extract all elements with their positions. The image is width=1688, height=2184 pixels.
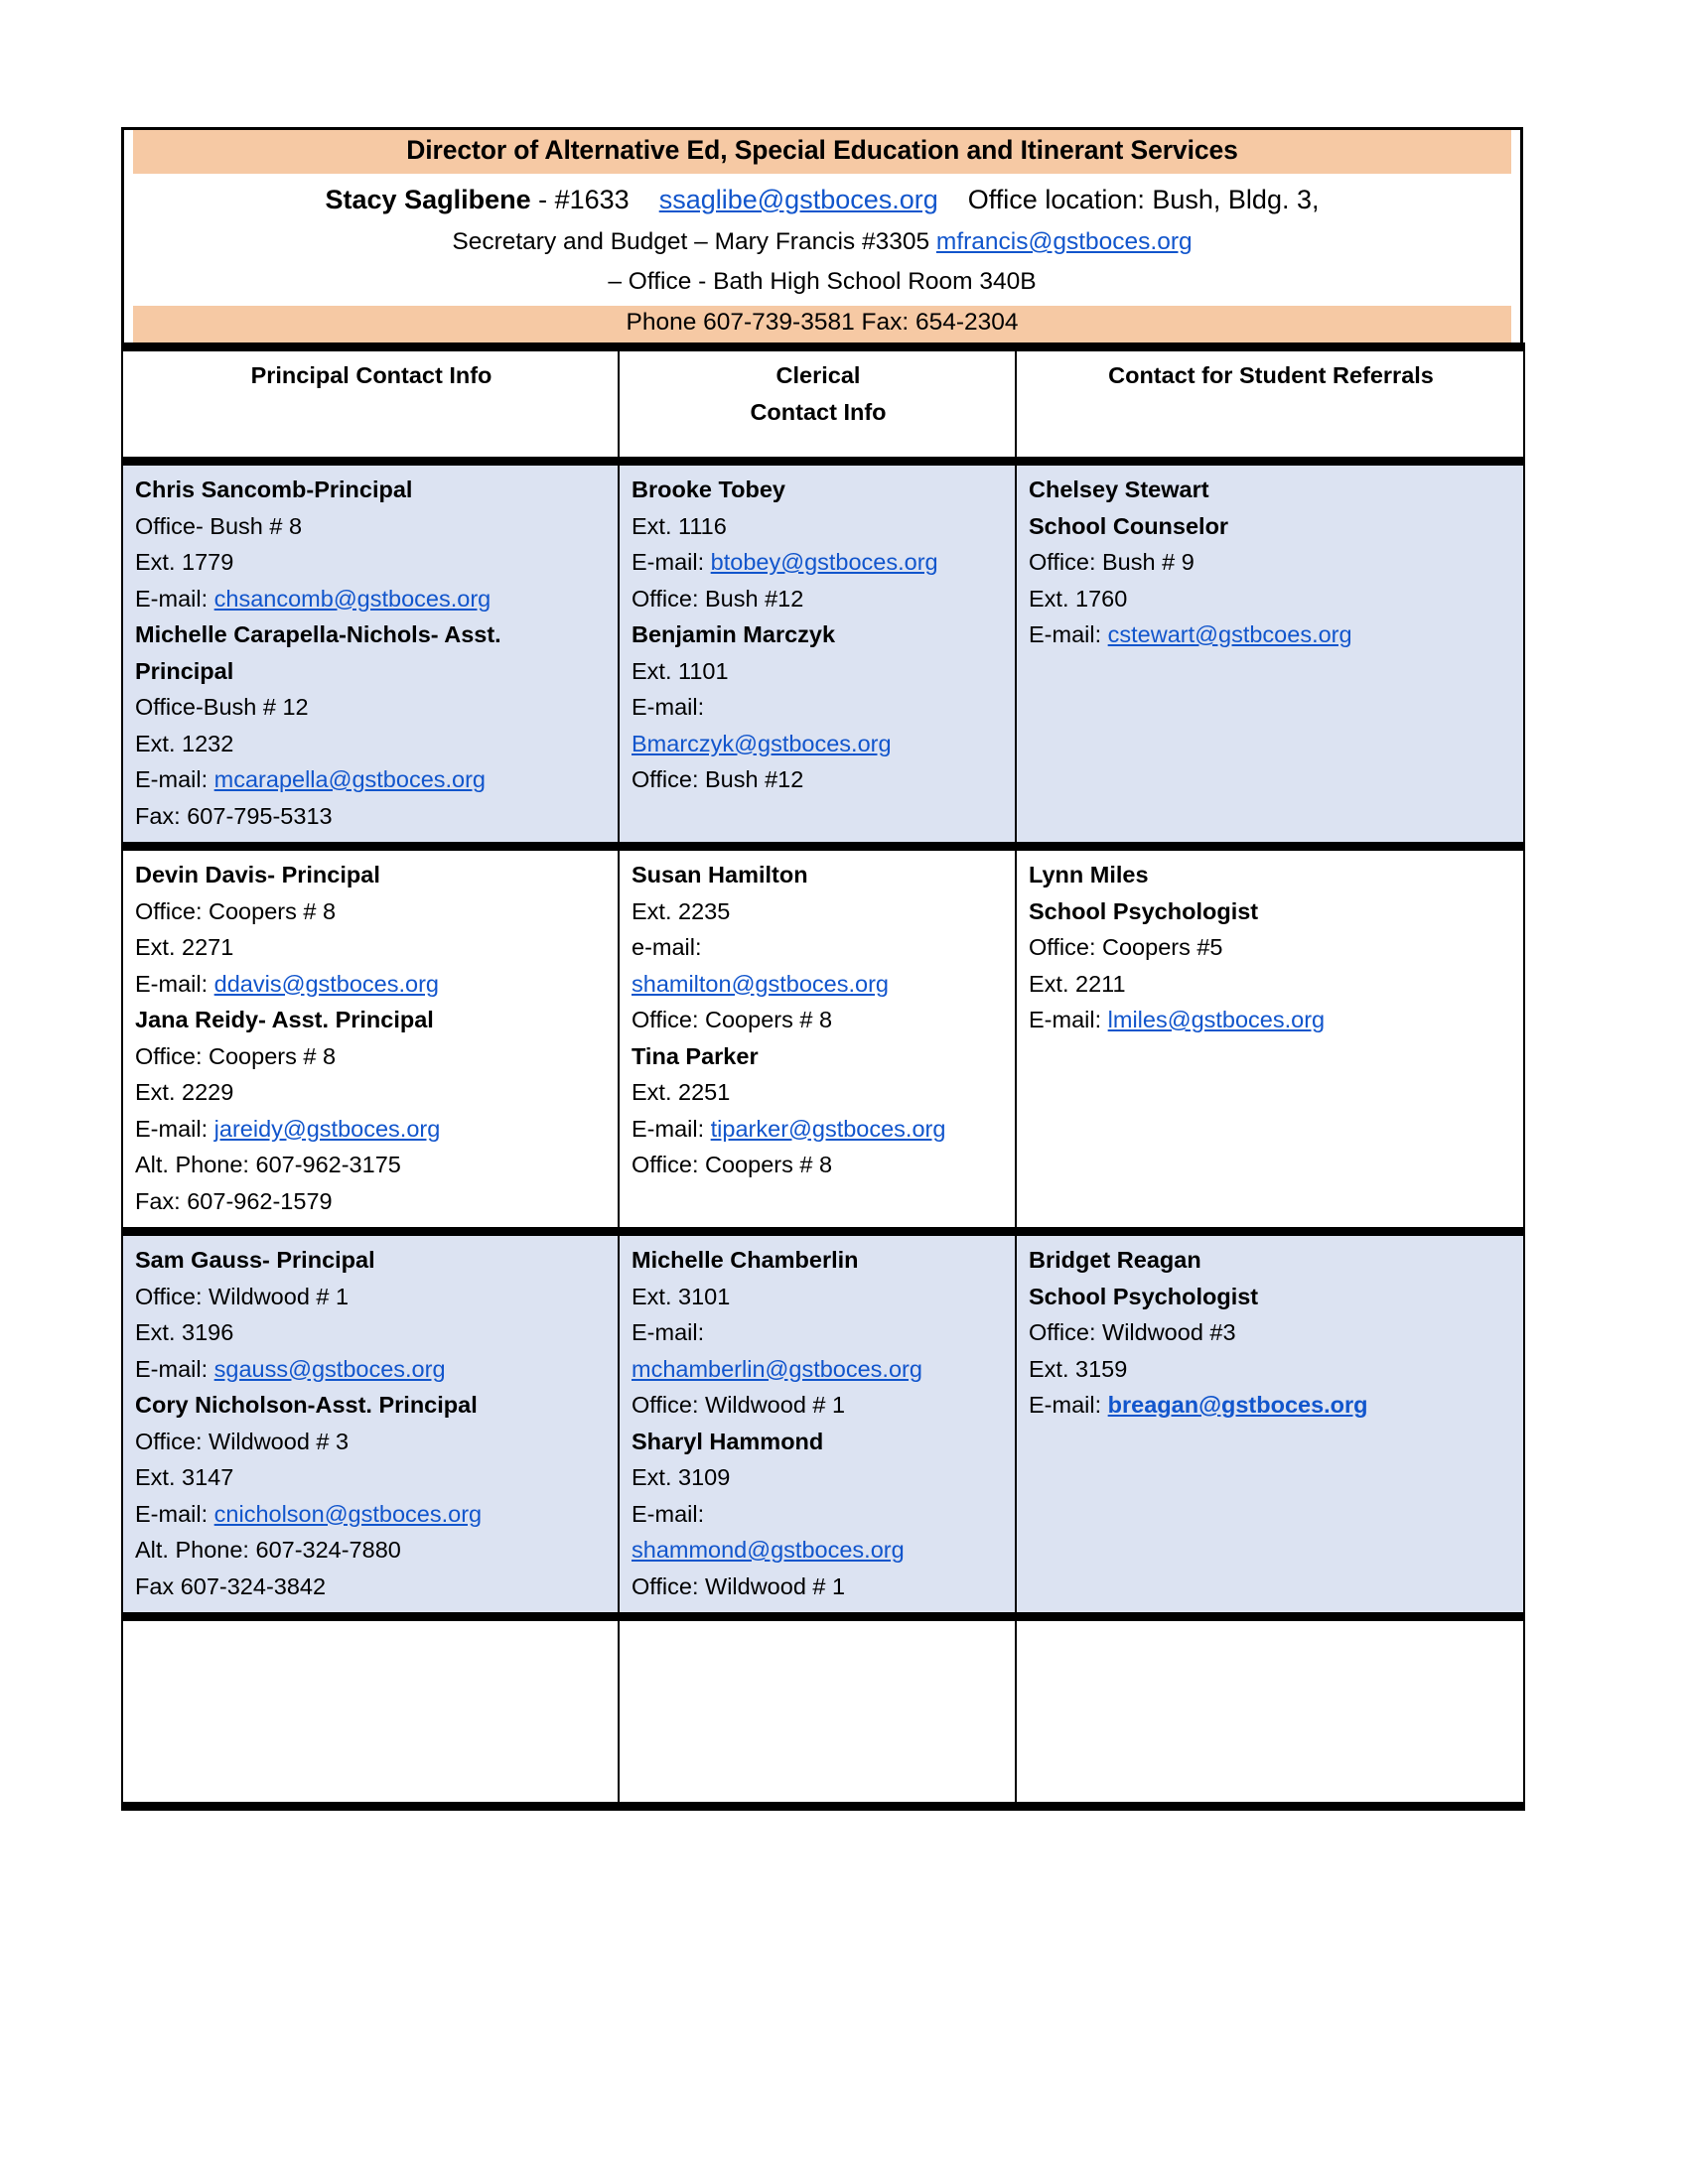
table-row <box>122 1617 1524 1807</box>
contact-name-line: Susan Hamilton <box>632 862 808 887</box>
contact-email-line <box>135 1111 608 1148</box>
contact-detail-line: E-mail: <box>632 694 705 720</box>
email-link[interactable]: mchamberlin@gstboces.org <box>632 1355 922 1382</box>
director-office-location: Office location: Bush, Bldg. 3, <box>967 185 1320 214</box>
contact-detail-line: Ext. 1101 <box>632 657 729 684</box>
department-header-box <box>121 127 1523 345</box>
contact-email-line <box>1029 616 1513 653</box>
contact-email-line <box>632 544 1005 581</box>
cell-referrals <box>1016 1617 1524 1807</box>
email-label: E-mail: <box>632 1115 711 1142</box>
department-details <box>124 174 1520 306</box>
cell-clerical <box>619 1232 1016 1617</box>
email-link[interactable]: shamilton@gstboces.org <box>632 970 889 997</box>
email-label: E-mail: <box>1029 621 1108 647</box>
contact-name-line: Brooke Tobey <box>632 477 785 502</box>
cell-principal <box>122 1617 619 1807</box>
contact-detail-line: Ext. 3109 <box>632 1464 731 1490</box>
office-location-line: – Office - Bath High School Room 340B <box>608 268 1037 295</box>
email-link[interactable]: btobey@gstboces.org <box>710 549 938 575</box>
contact-detail-line: Ext. 3196 <box>135 1319 234 1345</box>
contact-detail-line: Ext. 1760 <box>1029 585 1128 612</box>
column-header-principal: Principal Contact Info <box>122 347 619 462</box>
email-label: E-mail: <box>135 766 214 792</box>
email-label: E-mail: <box>135 1355 214 1382</box>
contact-name-line: Lynn Miles <box>1029 862 1149 887</box>
contact-name-line: Sharyl Hammond <box>632 1428 824 1454</box>
email-link[interactable]: lmiles@gstboces.org <box>1107 1007 1326 1032</box>
email-label: E-mail: <box>135 1115 214 1142</box>
cell-clerical <box>619 847 1016 1232</box>
email-label: E-mail: <box>135 585 214 612</box>
cell-principal <box>122 847 619 1232</box>
column-header-clerical <box>619 347 1016 462</box>
contact-name-line: Michelle Chamberlin <box>632 1247 859 1273</box>
contact-name-line: Principal <box>135 657 234 684</box>
email-link[interactable]: shammond@gstboces.org <box>632 1537 905 1563</box>
contact-detail-line: Office: Coopers # 8 <box>632 1152 833 1177</box>
secretary-email-link[interactable]: mfrancis@gstboces.org <box>935 228 1193 255</box>
column-header-clerical-line1: Clerical <box>775 362 861 388</box>
email-link[interactable]: mcarapella@gstboces.org <box>213 766 487 792</box>
contact-email-line <box>135 761 608 798</box>
contact-name-line: Chelsey Stewart <box>1029 477 1209 502</box>
contact-detail-line: Office: Wildwood # 3 <box>135 1428 350 1454</box>
contact-detail-line: Ext. 2235 <box>632 897 731 924</box>
contact-detail-line: Office: Wildwood #3 <box>1029 1319 1236 1345</box>
contact-detail-line: Office: Wildwood # 1 <box>632 1572 846 1599</box>
table-row <box>122 847 1524 1232</box>
director-line <box>136 174 1508 222</box>
director-name: Stacy Saglibene <box>325 185 531 214</box>
contact-detail-line: Office-Bush # 12 <box>135 694 309 720</box>
contact-detail-line: Ext. 1116 <box>632 512 727 539</box>
contact-detail-line: e-mail: <box>632 934 702 960</box>
contact-name-line: Tina Parker <box>632 1042 759 1069</box>
contact-email-line <box>632 1532 1005 1569</box>
contact-name-line: Bridget Reagan <box>1029 1247 1201 1273</box>
contact-name-line: Sam Gauss- Principal <box>135 1247 375 1273</box>
contact-name-line: Benjamin Marczyk <box>632 621 836 647</box>
email-link[interactable]: sgauss@gstboces.org <box>213 1355 446 1382</box>
contact-detail-line: Office: Coopers # 8 <box>135 897 337 924</box>
contact-detail-line: Office: Wildwood # 1 <box>632 1392 846 1418</box>
email-label: E-mail: <box>632 549 711 575</box>
contact-detail-line: Ext. 3159 <box>1029 1355 1128 1382</box>
contact-detail-line: Office: Coopers # 8 <box>632 1007 833 1032</box>
secretary-label: Secretary and Budget – Mary Francis #3305 <box>452 228 930 255</box>
column-header-clerical-line2: Contact Info <box>750 398 887 425</box>
email-label: E-mail: <box>1029 1392 1108 1418</box>
contact-detail-line: Ext. 3147 <box>135 1464 234 1490</box>
contact-detail-line: Office: Bush #12 <box>632 585 804 612</box>
contact-detail-line: Ext. 1779 <box>135 549 234 575</box>
cell-clerical <box>619 1617 1016 1807</box>
cell-principal <box>122 1232 619 1617</box>
contact-email-line <box>135 1351 608 1388</box>
contact-detail-line: Office: Bush # 9 <box>1029 549 1195 575</box>
contact-detail-line: Office: Coopers #5 <box>1029 934 1223 960</box>
department-title: Director of Alternative Ed, Special Education and Itinerant Services <box>133 130 1511 174</box>
contact-name-line: Michelle Carapella-Nichols- Asst. <box>135 621 501 647</box>
cell-clerical <box>619 462 1016 847</box>
phone-fax-line: Phone 607-739-3581 Fax: 654-2304 <box>133 306 1511 342</box>
contact-email-line <box>135 966 608 1003</box>
table-row <box>122 462 1524 847</box>
contact-detail-line: Ext. 2271 <box>135 934 234 960</box>
director-email-link[interactable]: ssaglibe@gstboces.org <box>658 185 938 214</box>
email-link[interactable]: cnicholson@gstboces.org <box>213 1500 483 1527</box>
contact-detail-line: Office: Coopers # 8 <box>135 1042 337 1069</box>
contact-detail-line: Ext. 3101 <box>632 1283 731 1309</box>
contact-name-line: Devin Davis- Principal <box>135 862 380 887</box>
email-link[interactable]: ddavis@gstboces.org <box>213 970 439 997</box>
email-link[interactable]: cstewart@gstbcoes.org <box>1107 621 1352 647</box>
email-label: E-mail: <box>135 970 214 997</box>
contact-email-line <box>135 581 608 617</box>
contact-detail-line: E-mail: <box>632 1500 705 1527</box>
contact-email-line <box>632 726 1005 762</box>
email-link[interactable]: breagan@gstboces.org <box>1107 1392 1368 1418</box>
contact-email-line <box>135 1496 608 1533</box>
cell-referrals <box>1016 847 1524 1232</box>
contact-email-line <box>1029 1002 1513 1038</box>
contact-detail-line: Ext. 2251 <box>632 1079 731 1105</box>
table-header-row <box>122 347 1524 462</box>
table-row <box>122 1232 1524 1617</box>
contact-name-line: School Psychologist <box>1029 1283 1259 1309</box>
contact-detail-line: E-mail: <box>632 1319 705 1345</box>
contact-detail-line: Alt. Phone: 607-962-3175 <box>135 1152 401 1177</box>
contact-email-line <box>632 1111 1005 1148</box>
contact-detail-line: Ext. 2229 <box>135 1079 234 1105</box>
contact-detail-line: Office- Bush # 8 <box>135 512 303 539</box>
email-label: E-mail: <box>1029 1007 1108 1032</box>
contact-detail-line: Fax 607-324-3842 <box>135 1572 327 1599</box>
email-link[interactable]: jareidy@gstboces.org <box>213 1115 441 1142</box>
contact-name-line: Cory Nicholson-Asst. Principal <box>135 1392 478 1418</box>
contact-detail-line: Ext. 2211 <box>1029 970 1126 997</box>
email-label: E-mail: <box>135 1500 214 1527</box>
contact-table <box>121 342 1525 1811</box>
contact-name-line: School Psychologist <box>1029 897 1259 924</box>
contact-name-line: Jana Reidy- Asst. Principal <box>135 1007 434 1032</box>
contact-name-line: School Counselor <box>1029 512 1229 539</box>
email-link[interactable]: tiparker@gstboces.org <box>710 1115 946 1142</box>
contact-detail-line: Office: Wildwood # 1 <box>135 1283 350 1309</box>
contact-detail-line: Office: Bush #12 <box>632 766 804 792</box>
director-ext: - #1633 <box>530 185 630 214</box>
contact-email-line <box>632 1351 1005 1388</box>
contact-email-line <box>1029 1387 1513 1424</box>
contact-name-line: Chris Sancomb-Principal <box>135 477 413 502</box>
column-header-referrals: Contact for Student Referrals <box>1016 347 1524 462</box>
secretary-line <box>136 222 1508 262</box>
email-link[interactable]: Bmarczyk@gstboces.org <box>632 730 892 756</box>
contact-detail-line: Fax: 607-962-1579 <box>135 1187 333 1214</box>
contact-detail-line: Alt. Phone: 607-324-7880 <box>135 1537 401 1563</box>
email-link[interactable]: chsancomb@gstboces.org <box>213 585 492 612</box>
contact-detail-line: Ext. 1232 <box>135 730 234 756</box>
contact-detail-line: Fax: 607-795-5313 <box>135 802 333 829</box>
cell-referrals <box>1016 1232 1524 1617</box>
cell-principal <box>122 462 619 847</box>
contact-email-line <box>632 966 1005 1003</box>
cell-referrals <box>1016 462 1524 847</box>
